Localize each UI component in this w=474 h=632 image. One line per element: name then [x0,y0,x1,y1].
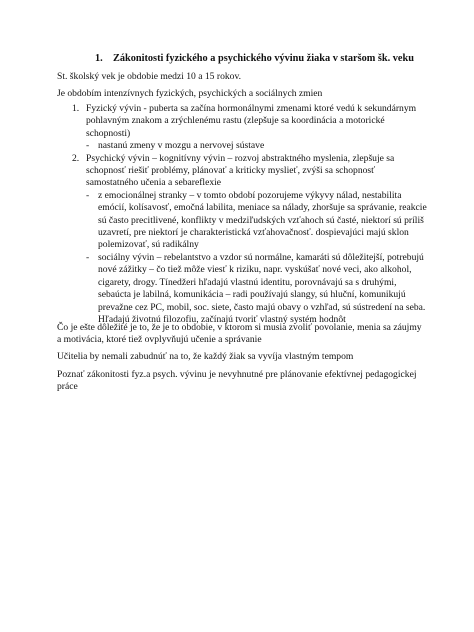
heading-number: 1. [95,53,103,64]
intro-paragraph-changes: Je obdobím intenzívnych fyzických, psychických a sociálnych zmien [57,88,323,99]
section-heading [95,53,414,64]
sub-item-brain [57,140,427,152]
sub-item-social [57,252,427,326]
intro-paragraph-age: St. školský vek je obdobie medzi 10 a 15 rokov. [57,71,242,82]
outro-paragraph-tempo: Učitelia by nemali zabudnúť na to, že každý žiak sa vyvíja vlastným tempom [57,351,354,362]
list-item-text: Fyzický vývin - puberta sa začína hormonálnymi zmenami ktoré vedú k sekundárnym pohlavným znakom a zrýchlenému rastu (zlepšuje sa koordinácia a motorické schopnosti) [86,103,417,139]
list-marker: 1. [72,103,80,114]
heading-title: Zákonitosti fyzického a psychického vývinu žiaka v staršom šk. veku [113,53,414,64]
list-item-physical [57,103,427,140]
sub-marker: - [86,140,90,152]
list-marker: 2. [72,152,80,164]
sub-item-emotional [57,190,427,252]
list-item-text: Psychický vývin – kognitívny vývin – rozvoj abstraktného myslenia, zlepšuje sa schopnosť riešiť problémy, plánovať a kriticky myslieť, zvýši sa schopnosť samostatného učenia a sebareflexie [86,152,395,189]
outro-paragraph-planning: Poznať zákonitosti fyz.a psych. vývinu je nevyhnutné pre plánovanie efektívnej pedagogickej práce [57,369,417,393]
sub-item-text: sociálny vývin – rebelantstvo a vzdor sú normálne, kamaráti sú dôležitejší, potrebujú nové zážitky – čo tiež môže viesť k riziku, napr. vyskúšať nové veci, ako alkohol, cigarety, drogy. Tínedžeri hľadajú vlastnú identitu, porovnávajú sa s druhými, sebaúcta je labilná, komunikácia – radi používajú slangy, sú hluční, komunikujú prevažne cez PC, mobil, soc. siete, často majú obavy o vzhľad, sú sústredení na seba. Hľadajú životnú filozofiu, začínajú tvoriť vlastný systém hodnôt [98,251,426,325]
development-list [57,103,427,326]
list-item-psychical [57,153,427,190]
outro-paragraph-career: Čo je ešte dôležité je to, že je to obdobie, v ktorom si musia zvoliť povolanie, menia sa záujmy a motivácia, ktoré tiež ovplyvňujú učenie a správanie [57,322,422,346]
sub-marker: - [86,251,90,263]
sub-marker: - [86,189,90,201]
sub-item-text: z emocionálnej stranky – v tomto období pozorujeme výkyvy nálad, nestabilita emócií, kolísavosť, emočná labilita, meniace sa nálady, zhoršuje sa správanie, reakcie sú často precitlivené, konflikty v medziľudských vzťahoch sú časté, niektorí sú príliš uzavretí, pre niektorí je charakteristická vzťahovačnosť. dospievajúci majú sklon polemizovať, sú radikálny [98,189,427,251]
sub-item-text: nastanú zmeny v mozgu a nervovej sústave [98,140,265,152]
